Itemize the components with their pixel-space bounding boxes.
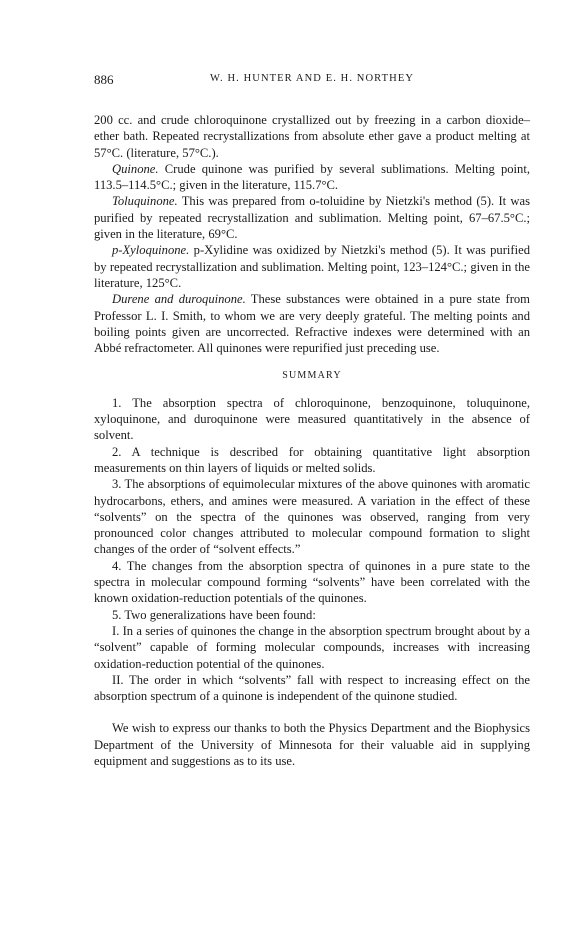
body-text <box>94 112 530 769</box>
paragraph-body: This was prepared from o-toluidine by Nietzki's method (5). It was purified by repeated recrystallization and sublimation. Melting point, 67–67.5°C.; given in the literature, 69°C. <box>94 194 530 242</box>
spacer <box>94 704 530 720</box>
paragraph-toluquinone <box>94 193 530 242</box>
summary-generalization-1: I. In a series of quinones the change in the absorption spectrum brought about by a “solvent” capable of forming molecular compounds, increases with increasing oxidation-reduction potential of the quinones. <box>94 623 530 671</box>
paragraph-lead: Quinone. <box>112 161 159 176</box>
paragraph-durene <box>94 291 530 356</box>
paragraph-lead: Durene and duroquinone. <box>112 292 246 307</box>
summary-item-4: 4. The changes from the absorption spectra of quinones in a pure state to the spectra in molecular compound forming “solvents” have been correlated with the known oxidation-reduction potentials of the quinones. <box>94 558 530 606</box>
paragraph-body: These substances were obtained in a pure state from Professor L. I. Smith, to whom we are very deeply grateful. The melting points and boiling points given are uncorrected. Refractive indexes were determined with an Abbé refractometer. All quinones were repurified just preceding use. <box>94 292 530 356</box>
acknowledgment: We wish to express our thanks to both the Physics Department and the Biophysics Department of the University of Minnesota for their valuable aid in supplying equipment and suggestions as to its use. <box>94 721 530 768</box>
paragraph-quinone <box>94 161 530 194</box>
page-number: 886 <box>94 72 114 87</box>
paragraph-chloroquinone: 200 cc. and crude chloroquinone crystallized out by freezing in a carbon dioxide–ether bath. Repeated recrystallizations from absolute ether gave a product melting at 57°C. (literature, 57°C.). <box>94 113 530 160</box>
summary-generalization-2: II. The order in which “solvents” fall with respect to increasing effect on the absorption spectrum of a quinone is independent of the quinone studied. <box>94 672 530 704</box>
page-header <box>94 72 530 90</box>
paragraph-lead: Toluquinone. <box>112 194 178 209</box>
summary-item-1: 1. The absorption spectra of chloroquinone, benzoquinone, toluquinone, xyloquinone, and duroquinone were measured quantitatively in the absence of solvent. <box>94 395 530 443</box>
summary-item-5: 5. Two generalizations have been found: <box>112 607 316 622</box>
summary-heading: SUMMARY <box>282 370 342 382</box>
paragraph-lead: p-Xyloquinone. <box>112 243 190 258</box>
paragraph-xyloquinone <box>94 242 530 291</box>
paragraph-body: p-Xylidine was oxidized by Nietzki's method (5). It was purified by repeated recrystallization and sublimation. Melting point, 123–124°C.; given in the literature, 125°C. <box>94 243 530 290</box>
summary-item-2: 2. A technique is described for obtaining quantitative light absorption measurements on thin layers of liquids or melted solids. <box>94 444 530 475</box>
running-head: W. H. HUNTER AND E. H. NORTHEY <box>209 73 415 84</box>
summary-item-3: 3. The absorptions of equimolecular mixtures of the above quinones with aromatic hydrocarbons, ethers, and amines were measured. A variation in the effect of these “solvents” on the spectra of the quinones was observed, ranging from very pronounced color changes attributed to molecular compound formation to slight changes of the order of “solvent effects.” <box>94 477 530 557</box>
paragraph-body: Crude quinone was purified by several sublimations. Melting point, 113.5–114.5°C.; given in the literature, 115.7°C. <box>94 161 530 193</box>
